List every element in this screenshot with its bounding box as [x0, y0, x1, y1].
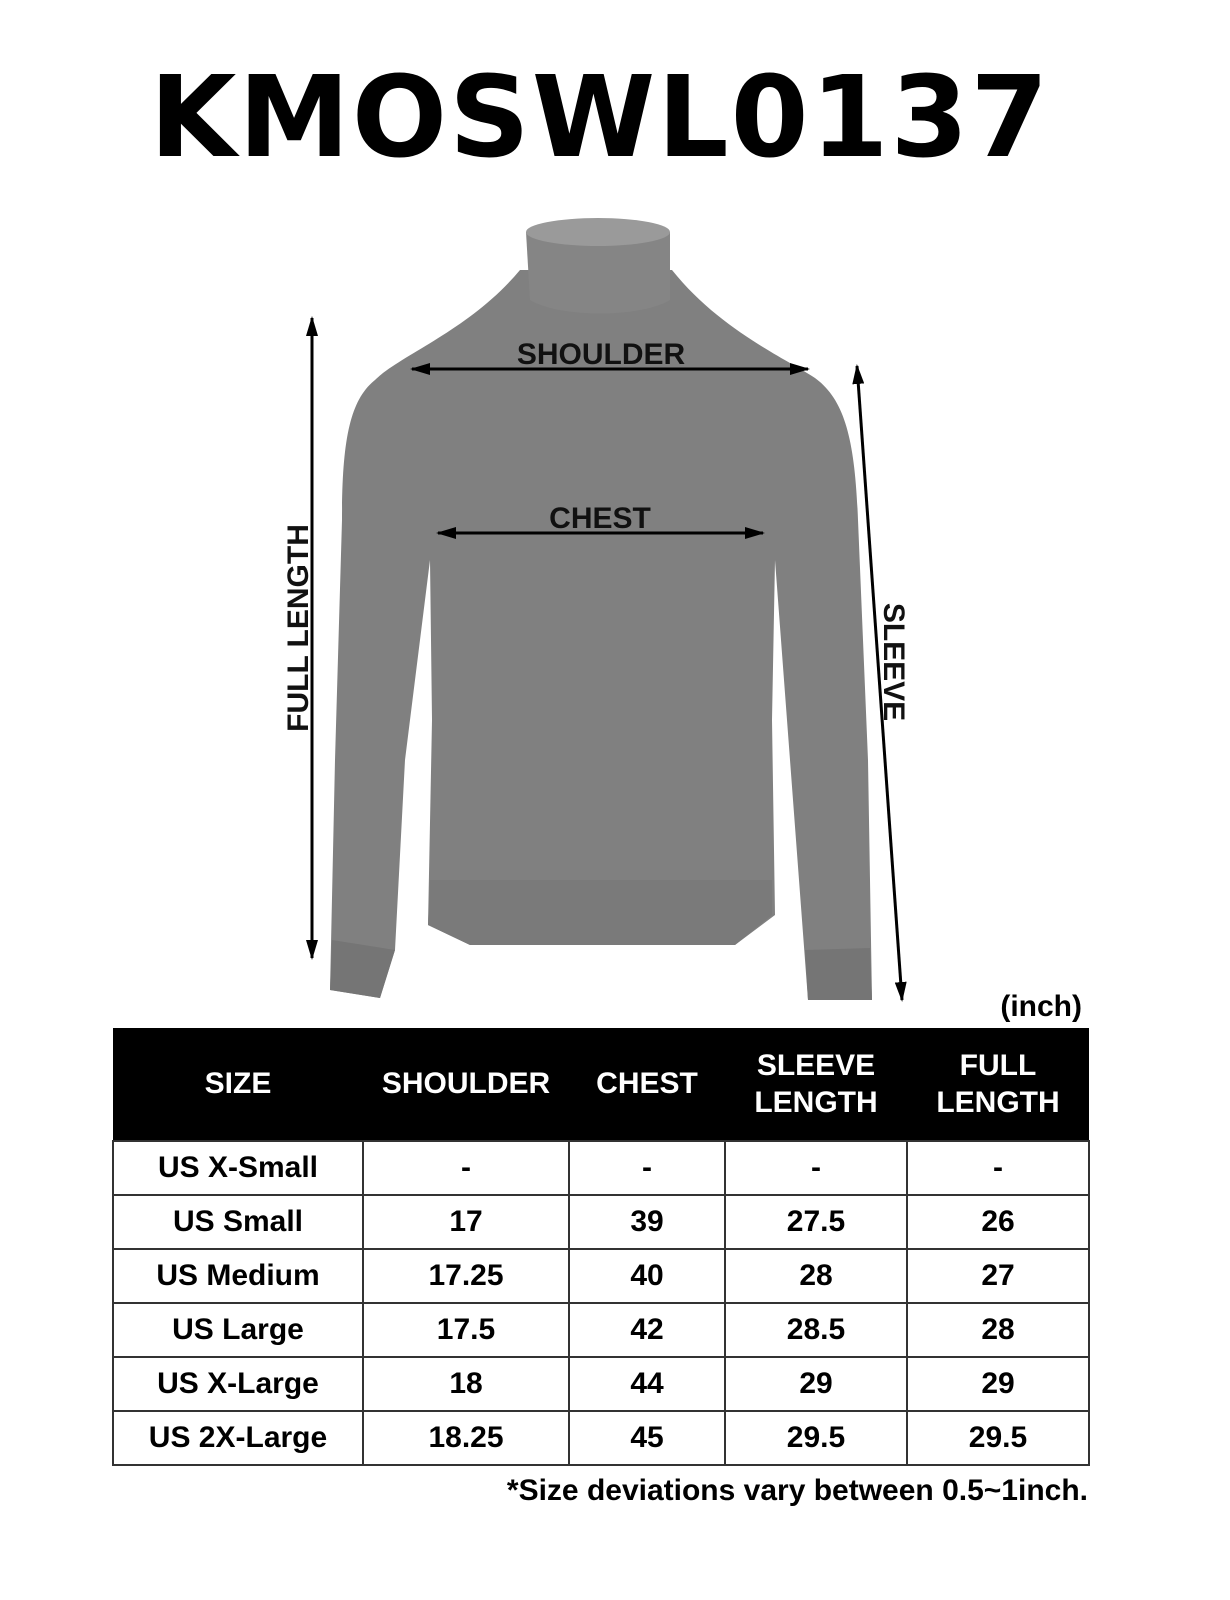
- cell-sleeve: -: [725, 1141, 907, 1195]
- cell-full: -: [907, 1141, 1089, 1195]
- unit-label: (inch): [1000, 990, 1082, 1023]
- cell-chest: -: [569, 1141, 725, 1195]
- header-chest: CHEST: [569, 1028, 725, 1141]
- cell-shoulder: -: [363, 1141, 569, 1195]
- header-sleeve-length: [725, 1028, 907, 1141]
- cell-full: 27: [907, 1249, 1089, 1303]
- cell-shoulder: 18: [363, 1357, 569, 1411]
- table-row: [113, 1195, 1089, 1249]
- cell-full: 29: [907, 1357, 1089, 1411]
- cell-shoulder: 17.5: [363, 1303, 569, 1357]
- cell-chest: 44: [569, 1357, 725, 1411]
- table-row: [113, 1141, 1089, 1195]
- cell-sleeve: 28.5: [725, 1303, 907, 1357]
- cell-chest: 39: [569, 1195, 725, 1249]
- table-row: [113, 1249, 1089, 1303]
- header-sleeve-line-2: LENGTH: [754, 1086, 878, 1119]
- header-size: SIZE: [113, 1028, 363, 1141]
- cell-shoulder: 18.25: [363, 1411, 569, 1465]
- size-chart-table: [112, 1028, 1090, 1466]
- shoulder-label: SHOULDER: [516, 338, 686, 371]
- cell-size: US Large: [113, 1303, 363, 1357]
- cell-size: US X-Large: [113, 1357, 363, 1411]
- cell-shoulder: 17: [363, 1195, 569, 1249]
- header-full-line-2: LENGTH: [936, 1086, 1060, 1119]
- header-full-length: [907, 1028, 1089, 1141]
- cell-size: US Small: [113, 1195, 363, 1249]
- table-header-row: [113, 1028, 1089, 1141]
- cell-full: 26: [907, 1195, 1089, 1249]
- cell-sleeve: 28: [725, 1249, 907, 1303]
- cell-chest: 42: [569, 1303, 725, 1357]
- cell-size: US 2X-Large: [113, 1411, 363, 1465]
- table-row: [113, 1411, 1089, 1465]
- table-row: [113, 1357, 1089, 1411]
- product-code-title: KMOSWL0137: [149, 53, 1051, 183]
- header-sleeve-line-1: SLEEVE: [756, 1048, 876, 1082]
- cell-full: 28: [907, 1303, 1089, 1357]
- cell-size: US X-Small: [113, 1141, 363, 1195]
- size-deviation-note: *Size deviations vary between 0.5~1inch.: [506, 1474, 1088, 1507]
- cell-sleeve: 29: [725, 1357, 907, 1411]
- full-length-label: FULL LENGTH: [282, 524, 315, 732]
- sleeve-label: SLEEVE: [877, 602, 910, 722]
- cell-full: 29.5: [907, 1411, 1089, 1465]
- cell-chest: 40: [569, 1249, 725, 1303]
- cell-sleeve: 29.5: [725, 1411, 907, 1465]
- chest-label: CHEST: [549, 502, 651, 535]
- header-shoulder: SHOULDER: [363, 1028, 569, 1141]
- cell-size: US Medium: [113, 1249, 363, 1303]
- turtleneck-sweater-image: [330, 218, 872, 1000]
- cell-shoulder: 17.25: [363, 1249, 569, 1303]
- header-full-line-1: FULL: [959, 1048, 1037, 1082]
- cell-chest: 45: [569, 1411, 725, 1465]
- cell-sleeve: 27.5: [725, 1195, 907, 1249]
- table-row: [113, 1303, 1089, 1357]
